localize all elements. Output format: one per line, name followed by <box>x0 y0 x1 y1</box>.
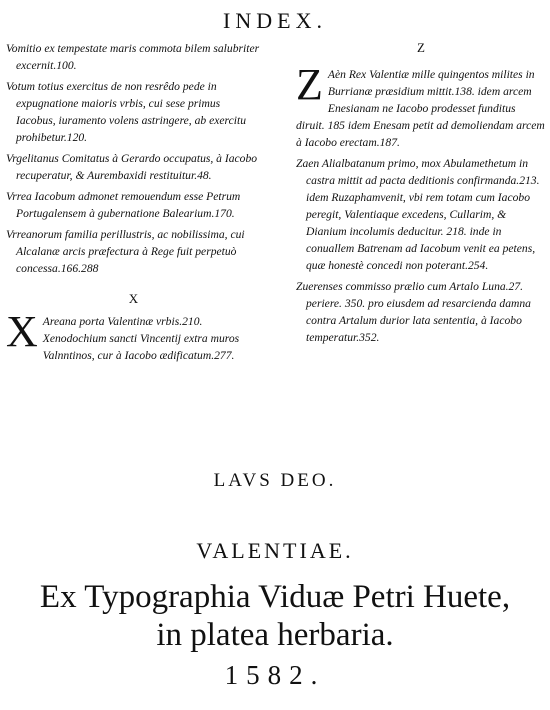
index-column-right <box>296 40 546 350</box>
index-entry-text: Areana porta Valentinæ vrbis.210. Xenodochium sancti Vincentij extra muros Valnntinos, cur à Iacobo ædificatum.277. <box>42 315 240 362</box>
drop-cap-x: X <box>6 307 38 356</box>
imprint-line-1: Ex Typographia Viduæ Petri Huete, <box>39 579 511 615</box>
index-entry: Vrreanorum familia perillustris, ac nobilissima, cui Alcalanæ arcis præfectura à Rege fuit perpetuò concessa.166.288 <box>6 228 245 275</box>
drop-cap-z: Z <box>296 60 323 109</box>
index-entry: Vomitio ex tempestate maris commota bilem salubriter excernit.100. <box>6 42 260 72</box>
index-column-left <box>6 40 261 368</box>
imprint-printer <box>0 578 550 654</box>
laus-deo: LAVS DEO. <box>213 470 337 491</box>
index-entry: Vrrea Iacobum admonet remouendum esse Petrum Portugalensem à gubernatione Balearium.170. <box>6 190 241 220</box>
index-entry-x <box>6 307 261 364</box>
index-entry: Votum totius exercitus de non resrêdo pede in expugnatione maioris vrbis, cui sese primus Iacobus, iuramento volens astringere, ab exercitu prohibetur.120. <box>6 80 247 144</box>
imprint-line-2: in platea herbaria. <box>156 617 394 653</box>
imprint-city: VALENTIAE. <box>196 538 354 563</box>
index-entry: Zuerenses commisso prælio cum Artalo Luna.27. periere. 350. pro eiusdem ad resarcienda damna contra Artalum durior lata sententia, à Iacobo temperatur.352. <box>296 280 531 344</box>
page-title: INDEX. <box>223 8 327 33</box>
section-letter-x: X <box>128 291 139 306</box>
imprint-year: 1582. <box>224 660 326 690</box>
index-entry: Zaen Alialbatanum primo, mox Abulamethetum in castra mittit ad pacta deditionis confirmanda.213. idem Ruzaphamvenit, vbi rem totam cum Iacobo peregit, Valentiaque excedens, Cullarim, & Dianium incolumis deducitur. 218. inde in conuallem Batrenam ad Iacobum venit ea petens, quæ honestè concedi non poterant.254. <box>296 157 540 272</box>
section-letter-z: Z <box>417 40 425 55</box>
index-entry: Vrgelitanus Comitatus à Gerardo occupatus, à Iacobo recuperatur, & Aurembaxidi restituitur.48. <box>6 152 258 182</box>
index-entry-text: Aèn Rex Valentiæ mille quingentos milites in Burrianæ præsidium mittit.138. idem arcem Enesianam ne Iacobo prodesset funditus diruit. 185 idem Enesam petit ad demoliendam arcem à Iacobo erectam.187. <box>296 68 545 149</box>
index-entry-z-first <box>296 60 546 151</box>
